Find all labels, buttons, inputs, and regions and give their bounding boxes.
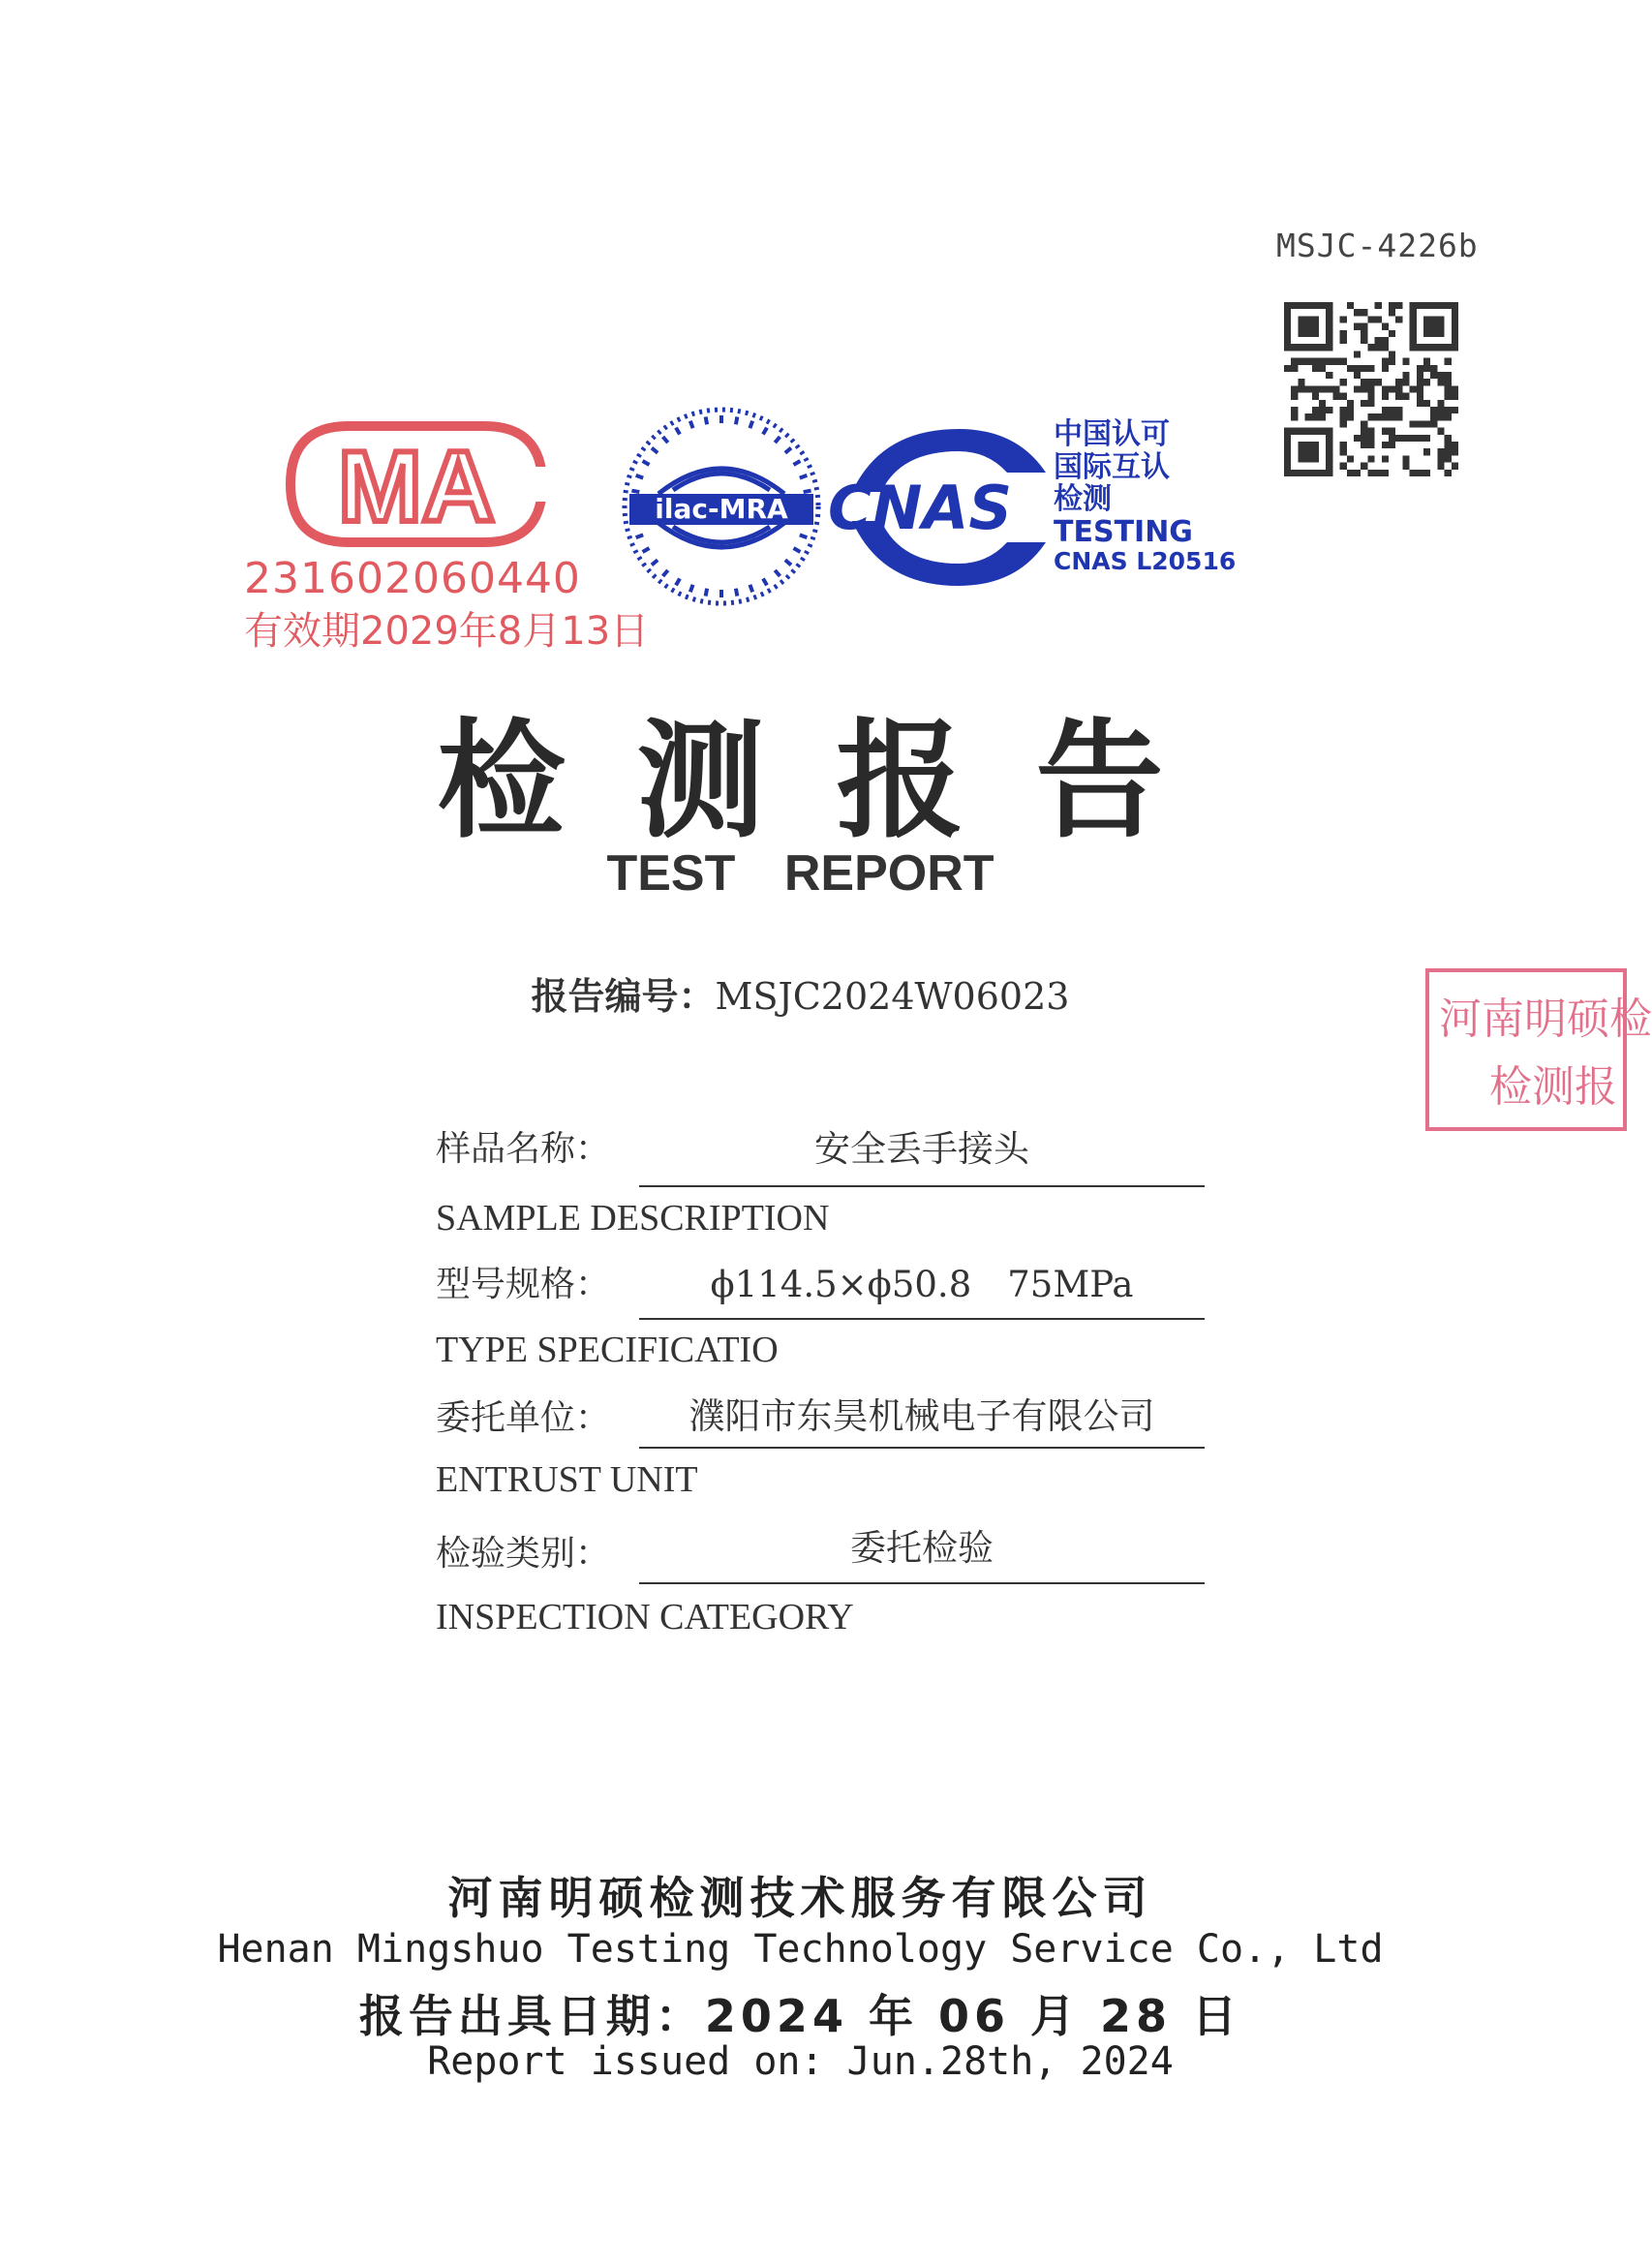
issue-date-cn: 报告出具日期：2024 年 06 月 28 日: [358, 1990, 1242, 2042]
ma-mark: MA: [338, 431, 495, 543]
field-underline: [639, 1318, 1205, 1320]
field-label-en: TYPE SPECIFICATIO: [436, 1330, 779, 1370]
seal-line-1: 河南明硕检: [1439, 994, 1652, 1044]
field-category: [436, 1526, 610, 1576]
field-label-en: INSPECTION CATEGORY: [436, 1597, 854, 1637]
field-sample: [436, 1121, 610, 1171]
issue-date-en: Report issued on: Jun.28th, 2024: [427, 2039, 1174, 2084]
field-entrust-value: 濮阳市东昊机械电子有限公司: [688, 1395, 1155, 1437]
ilac-mra-logo: [620, 405, 823, 608]
ma-certificate-number: 231602060440: [244, 554, 581, 603]
field-underline: [639, 1582, 1205, 1584]
cnas-mark: CNAS: [828, 473, 1013, 543]
field-label-en: SAMPLE DESCRIPTION: [436, 1198, 830, 1239]
cnas-line-3: 检测: [1054, 482, 1112, 517]
report-number: [0, 966, 1601, 1020]
field-label-cn: 型号规格：: [436, 1265, 611, 1304]
qr-code: [1284, 302, 1458, 476]
cnas-line-1: 中国认可: [1054, 417, 1170, 451]
cnas-logo: [823, 424, 1051, 591]
document-code: MSJC-4226b: [1276, 227, 1479, 264]
field-label-cn: 检验类别：: [436, 1534, 611, 1574]
cnas-line-5: CNAS L20516: [1054, 547, 1237, 576]
report-title-en: TEST REPORT: [606, 845, 994, 902]
field-label-cn: 样品名称：: [436, 1129, 611, 1169]
ma-validity: 有效期2029年8月13日: [244, 609, 650, 654]
company-name-cn: 河南明硕检测技术服务有限公司: [447, 1872, 1153, 1924]
field-label-cn: 委托单位：: [436, 1398, 611, 1438]
report-title-cn: 检测报告: [437, 706, 1236, 856]
ilac-text: ilac-MRA: [655, 493, 788, 525]
field-underline: [639, 1185, 1205, 1187]
company-name-en: Henan Mingshuo Testing Technology Service Co., Ltd: [217, 1927, 1384, 1972]
field-type-value: ϕ114.5×ϕ50.8 75MPa: [710, 1264, 1134, 1305]
ma-logo: [271, 416, 562, 552]
report-number-label: 报告编号：: [531, 975, 716, 1018]
field-sample-value: 安全丢手接头: [814, 1128, 1029, 1170]
report-number-value: MSJC2024W06023: [715, 975, 1070, 1018]
field-entrust: [436, 1391, 610, 1440]
field-category-value: 委托检验: [850, 1527, 994, 1569]
cnas-line-2: 国际互认: [1054, 449, 1170, 484]
seal-line-2: 检测报: [1489, 1062, 1617, 1112]
field-label-en: ENTRUST UNIT: [436, 1459, 698, 1500]
cnas-line-4: TESTING: [1054, 514, 1193, 549]
cnas-accreditation-text: [1054, 418, 1236, 575]
field-underline: [639, 1447, 1205, 1449]
company-seal-partial: [1425, 968, 1652, 1131]
field-type: [436, 1257, 610, 1306]
